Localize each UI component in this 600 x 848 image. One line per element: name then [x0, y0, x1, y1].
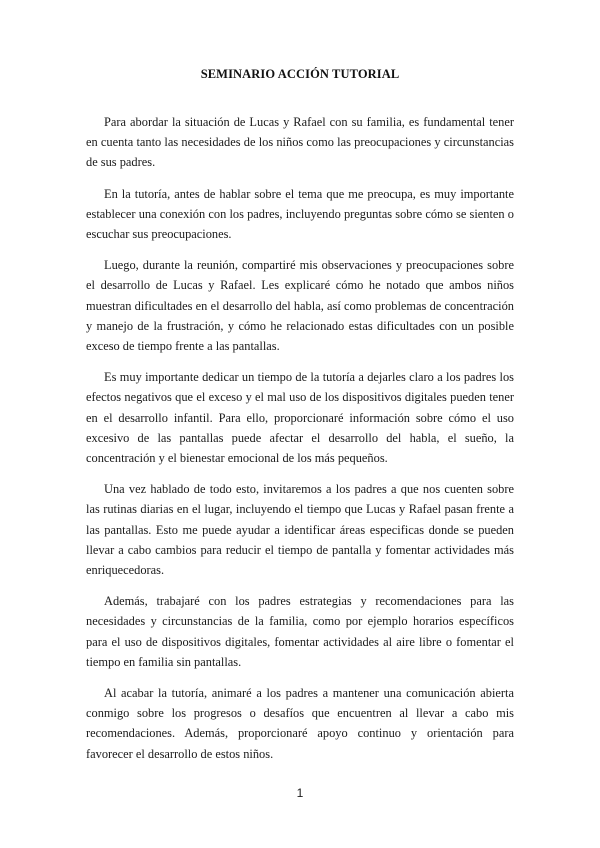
paragraph-3: Luego, durante la reunión, compartiré mis observaciones y preocupaciones sobre el desarrollo de Lucas y Rafael. Les explicaré cómo he notado que ambos niños muestran dificultades en el desarrollo del habla, así como problemas de concentración y manejo de la frustración, y cómo he relacionado estas dificultades con un posible exceso de tiempo frente a las pantallas.: [86, 258, 514, 354]
paragraph-2: En la tutoría, antes de hablar sobre el tema que me preocupa, es muy importante establecer una conexión con los padres, incluyendo preguntas sobre cómo se sienten o escuchar sus preocupaciones.: [86, 186, 514, 242]
paragraph-7: Al acabar la tutoría, animaré a los padres a mantener una comunicación abierta conmigo sobre los progresos o desafíos que encuentren al llevar a cabo mis recomendaciones. Además, proporcionaré apoyo continuo y orientación para favorecer el desarrollo de estos niños.: [86, 686, 514, 761]
document-title: SEMINARIO ACCIÓN TUTORIAL: [200, 67, 400, 81]
paragraph-1: Para abordar la situación de Lucas y Rafael con su familia, es fundamental tener en cuenta tanto las necesidades de los niños como las preocupaciones y circunstancias de sus padres.: [86, 115, 514, 170]
page-number: 1: [296, 786, 304, 800]
paragraph-5: Una vez hablado de todo esto, invitaremos a los padres a que nos cuenten sobre las rutinas diarias en el lugar, incluyendo el tiempo que Lucas y Rafael pasan frente a las pantallas. Esto me puede ayudar a identificar áreas especificas donde se pueden llevar a cabo cambios para reducir el tiempo de pantalla y fomentar actividades más enriquecedoras.: [86, 482, 514, 578]
paragraph-6: Además, trabajaré con los padres estrategias y recomendaciones para las necesidades y circunstancias de la familia, como por ejemplo horarios específicos para el uso de dispositivos digitales, fomentar actividades al aire libre o fomentar el tiempo en familia sin pantallas.: [86, 594, 514, 669]
paragraph-4: Es muy importante dedicar un tiempo de la tutoría a dejarles claro a los padres los efectos negativos que el exceso y el mal uso de los dispositivos digitales pueden tener en el desarrollo infantil. Para ello, proporcionaré información sobre cómo el uso excesivo de las pantallas puede afectar el desarrollo del habla, el sueño, la concentración y el bienestar emocional de los más pequeños.: [86, 370, 514, 466]
document-body: [86, 112, 514, 775]
